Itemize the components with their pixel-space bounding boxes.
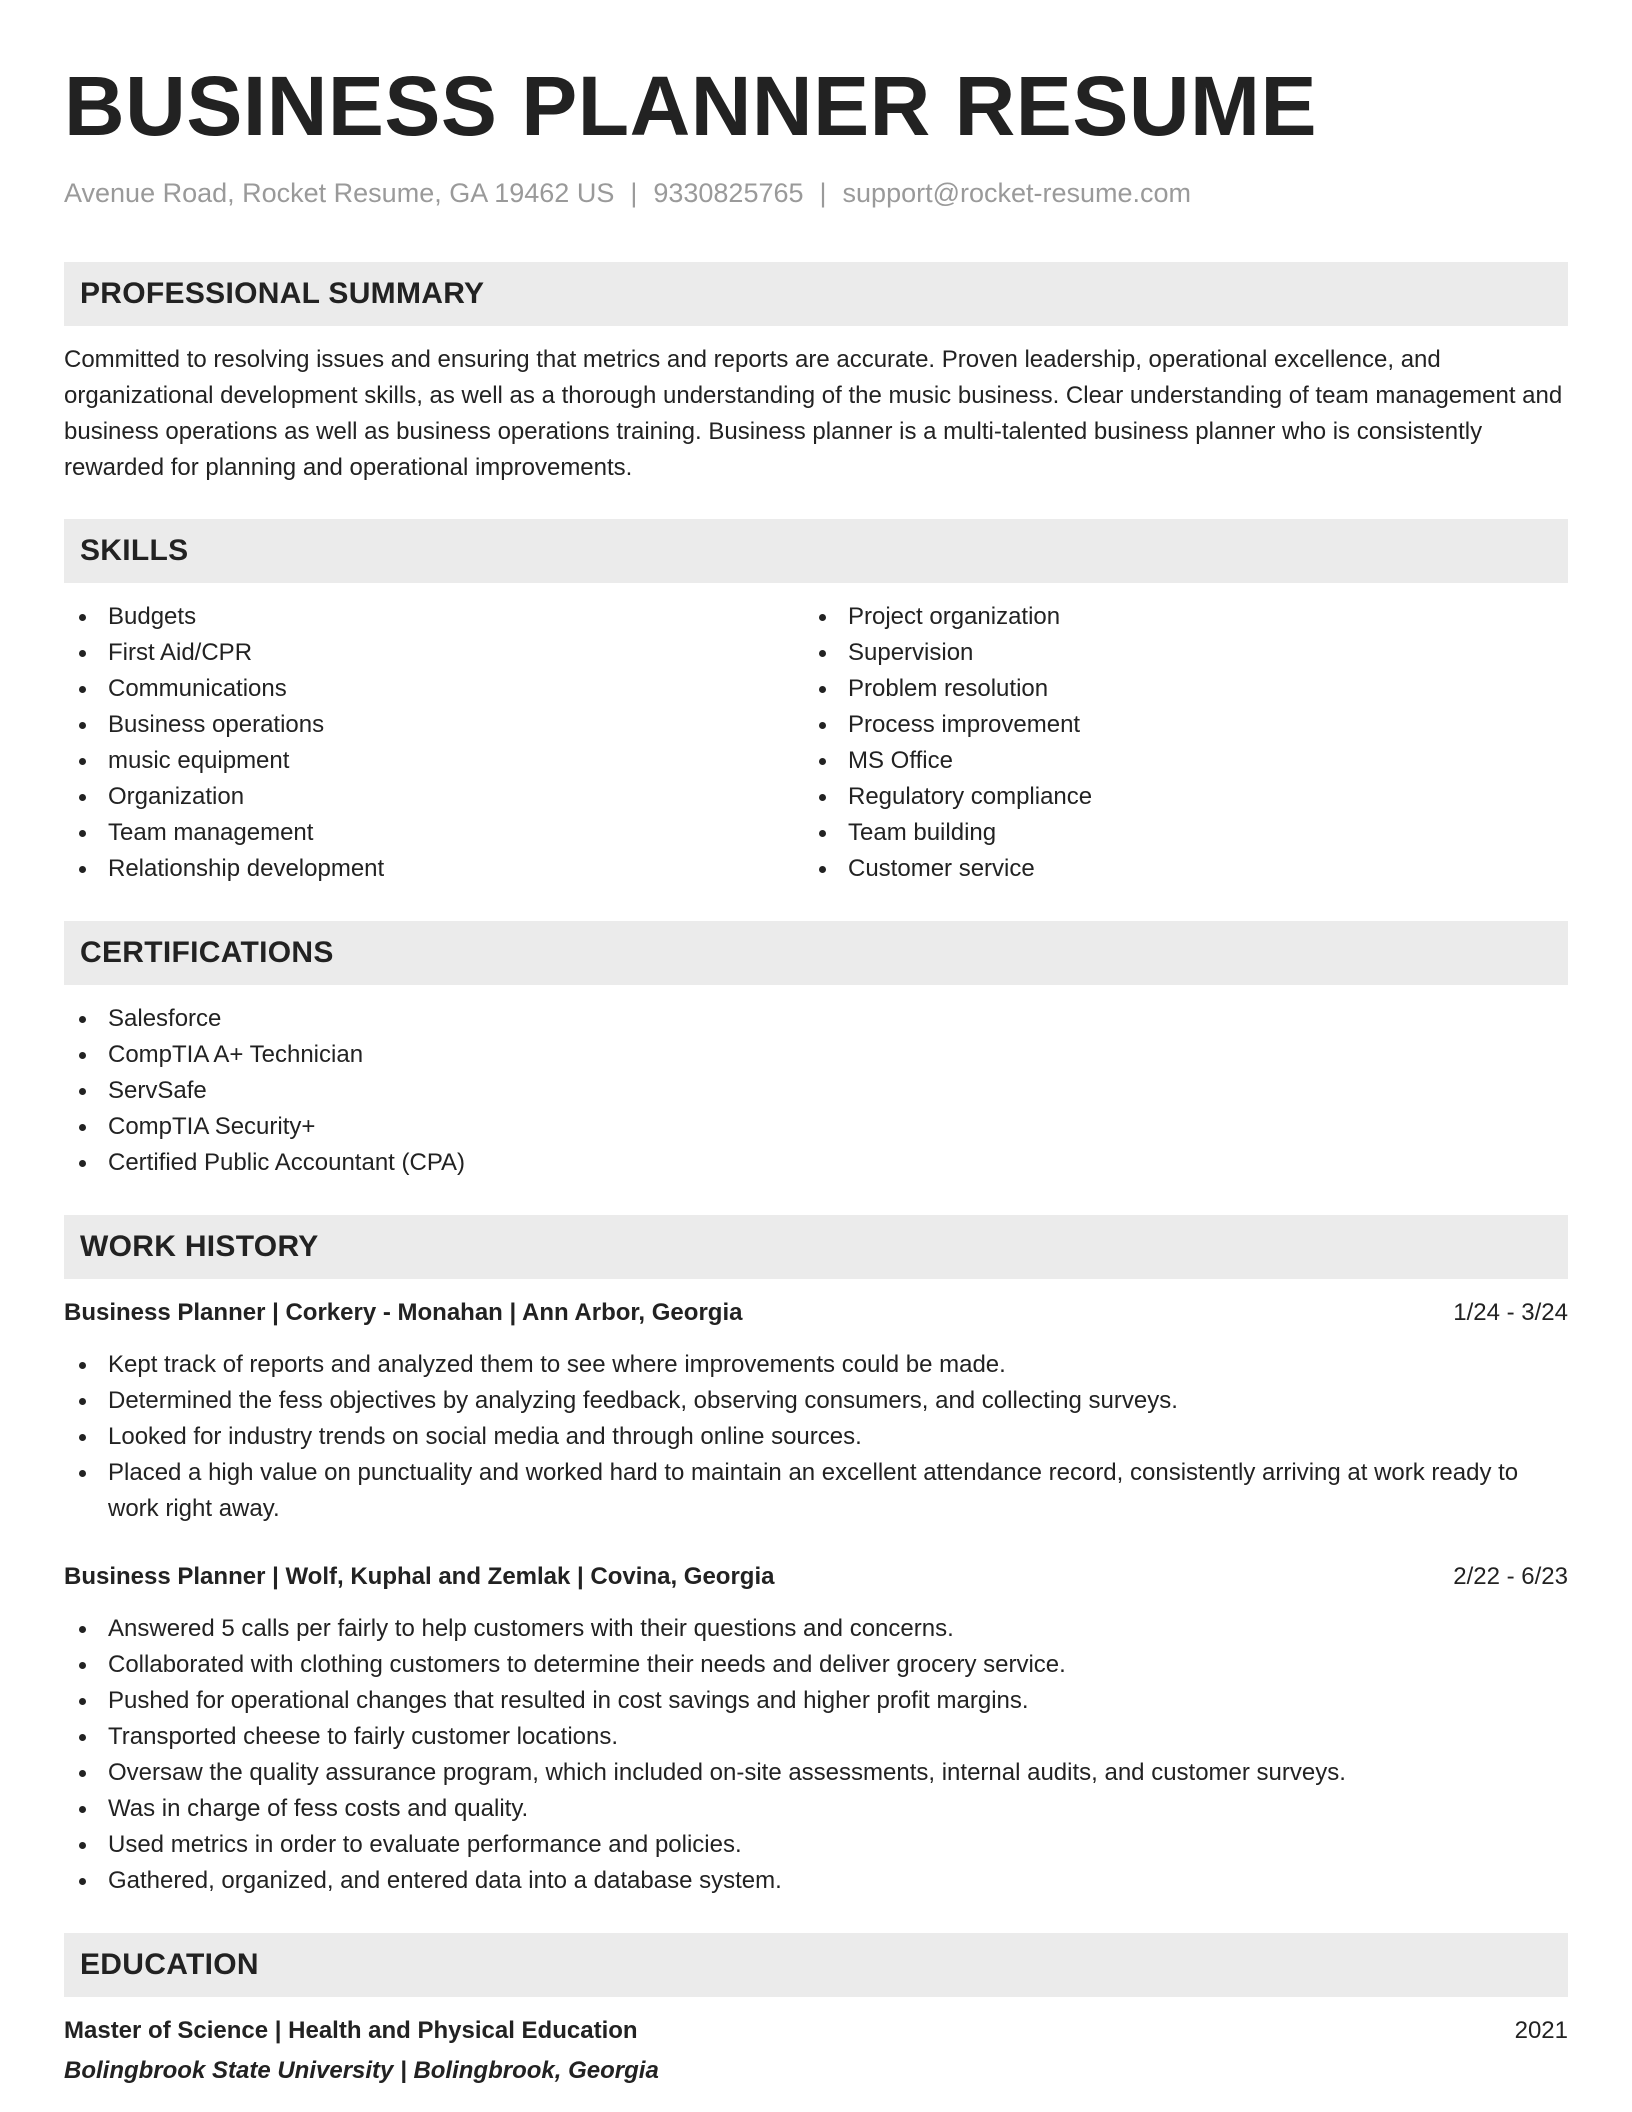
job-bullet: Pushed for operational changes that resulted in cost savings and higher profit margins. [64, 1683, 1568, 1719]
job-bullet: Answered 5 calls per fairly to help customers with their questions and concerns. [64, 1611, 1568, 1647]
skill-item: Customer service [804, 851, 1544, 887]
skill-item: MS Office [804, 743, 1544, 779]
contact-separator: | [630, 178, 638, 208]
job-bullet: Looked for industry trends on social media and through online sources. [64, 1419, 1568, 1455]
job-bullet: Oversaw the quality assurance program, which included on-site assessments, internal audits, and customer surveys. [64, 1755, 1568, 1791]
skill-item: Regulatory compliance [804, 779, 1544, 815]
skills-column-left [64, 599, 804, 887]
job-bullet: Used metrics in order to evaluate performance and policies. [64, 1827, 1568, 1863]
skills-list [64, 599, 1568, 887]
job-bullet: Placed a high value on punctuality and worked hard to maintain an excellent attendance record, consistently arriving at work ready to work right away. [64, 1455, 1568, 1527]
section-heading-summary: PROFESSIONAL SUMMARY [64, 262, 1568, 326]
resume-title: BUSINESS PLANNER RESUME [64, 59, 1318, 153]
skill-item: Team building [804, 815, 1544, 851]
job-header [64, 1559, 1568, 1595]
summary-text: Committed to resolving issues and ensuring that metrics and reports are accurate. Proven leadership, operational excellence, and organizational development skills, as well as a thorough understanding of the music business. Clear understanding of team management and business operations as well as business operations training. Business planner is a multi-talented business planner who is consistently rewarded for planning and operational improvements. [64, 346, 1563, 481]
contact-email: support@rocket-resume.com [842, 178, 1192, 208]
certification-item: CompTIA Security+ [64, 1109, 1568, 1145]
skill-item: Project organization [804, 599, 1544, 635]
education-entry [64, 2013, 1568, 2089]
section-heading-work-history: WORK HISTORY [64, 1215, 1568, 1279]
contact-address: Avenue Road, Rocket Resume, GA 19462 US [64, 178, 615, 208]
certification-item: ServSafe [64, 1073, 1568, 1109]
education-header [64, 2013, 1568, 2049]
job-bullet: Kept track of reports and analyzed them to see where improvements could be made. [64, 1347, 1568, 1383]
job-bullet: Determined the fess objectives by analyzing feedback, observing consumers, and collecting surveys. [64, 1383, 1568, 1419]
skill-item: Problem resolution [804, 671, 1544, 707]
job-dates: 2/22 - 6/23 [1453, 1563, 1568, 1590]
job-header [64, 1295, 1568, 1331]
skill-item: Supervision [804, 635, 1544, 671]
skill-item: Communications [64, 671, 804, 707]
contact-line [64, 176, 1568, 210]
skills-column-right [804, 599, 1544, 887]
skill-item: Business operations [64, 707, 804, 743]
certification-item: Salesforce [64, 1001, 1568, 1037]
certification-item: CompTIA A+ Technician [64, 1037, 1568, 1073]
contact-phone: 9330825765 [653, 178, 804, 208]
skill-item: Budgets [64, 599, 804, 635]
job-bullet: Transported cheese to fairly customer locations. [64, 1719, 1568, 1755]
education-degree: Master of Science | Health and Physical Education [64, 2017, 638, 2044]
skill-item: Team management [64, 815, 804, 851]
skill-item: Process improvement [804, 707, 1544, 743]
skill-item: Organization [64, 779, 804, 815]
section-heading-certifications: CERTIFICATIONS [64, 921, 1568, 985]
skill-item: Relationship development [64, 851, 804, 887]
section-heading-skills: SKILLS [64, 519, 1568, 583]
job-bullet: Was in charge of fess costs and quality. [64, 1791, 1568, 1827]
contact-separator: | [819, 178, 827, 208]
certification-item: Certified Public Accountant (CPA) [64, 1145, 1568, 1181]
skill-item: music equipment [64, 743, 804, 779]
job-entry [64, 1559, 1568, 1899]
job-bullets [64, 1611, 1568, 1899]
job-bullet: Gathered, organized, and entered data into a database system. [64, 1863, 1568, 1899]
job-bullet: Collaborated with clothing customers to determine their needs and deliver grocery service. [64, 1647, 1568, 1683]
education-school: Bolingbrook State University | Bolingbrook, Georgia [64, 2057, 659, 2084]
job-title: Business Planner | Wolf, Kuphal and Zemlak | Covina, Georgia [64, 1563, 775, 1590]
job-title: Business Planner | Corkery - Monahan | Ann Arbor, Georgia [64, 1299, 743, 1326]
section-heading-education: EDUCATION [64, 1933, 1568, 1997]
job-entry [64, 1295, 1568, 1527]
job-bullets [64, 1347, 1568, 1527]
skill-item: First Aid/CPR [64, 635, 804, 671]
certifications-list [64, 1001, 1568, 1181]
education-year: 2021 [1514, 2017, 1568, 2044]
job-dates: 1/24 - 3/24 [1453, 1299, 1568, 1326]
